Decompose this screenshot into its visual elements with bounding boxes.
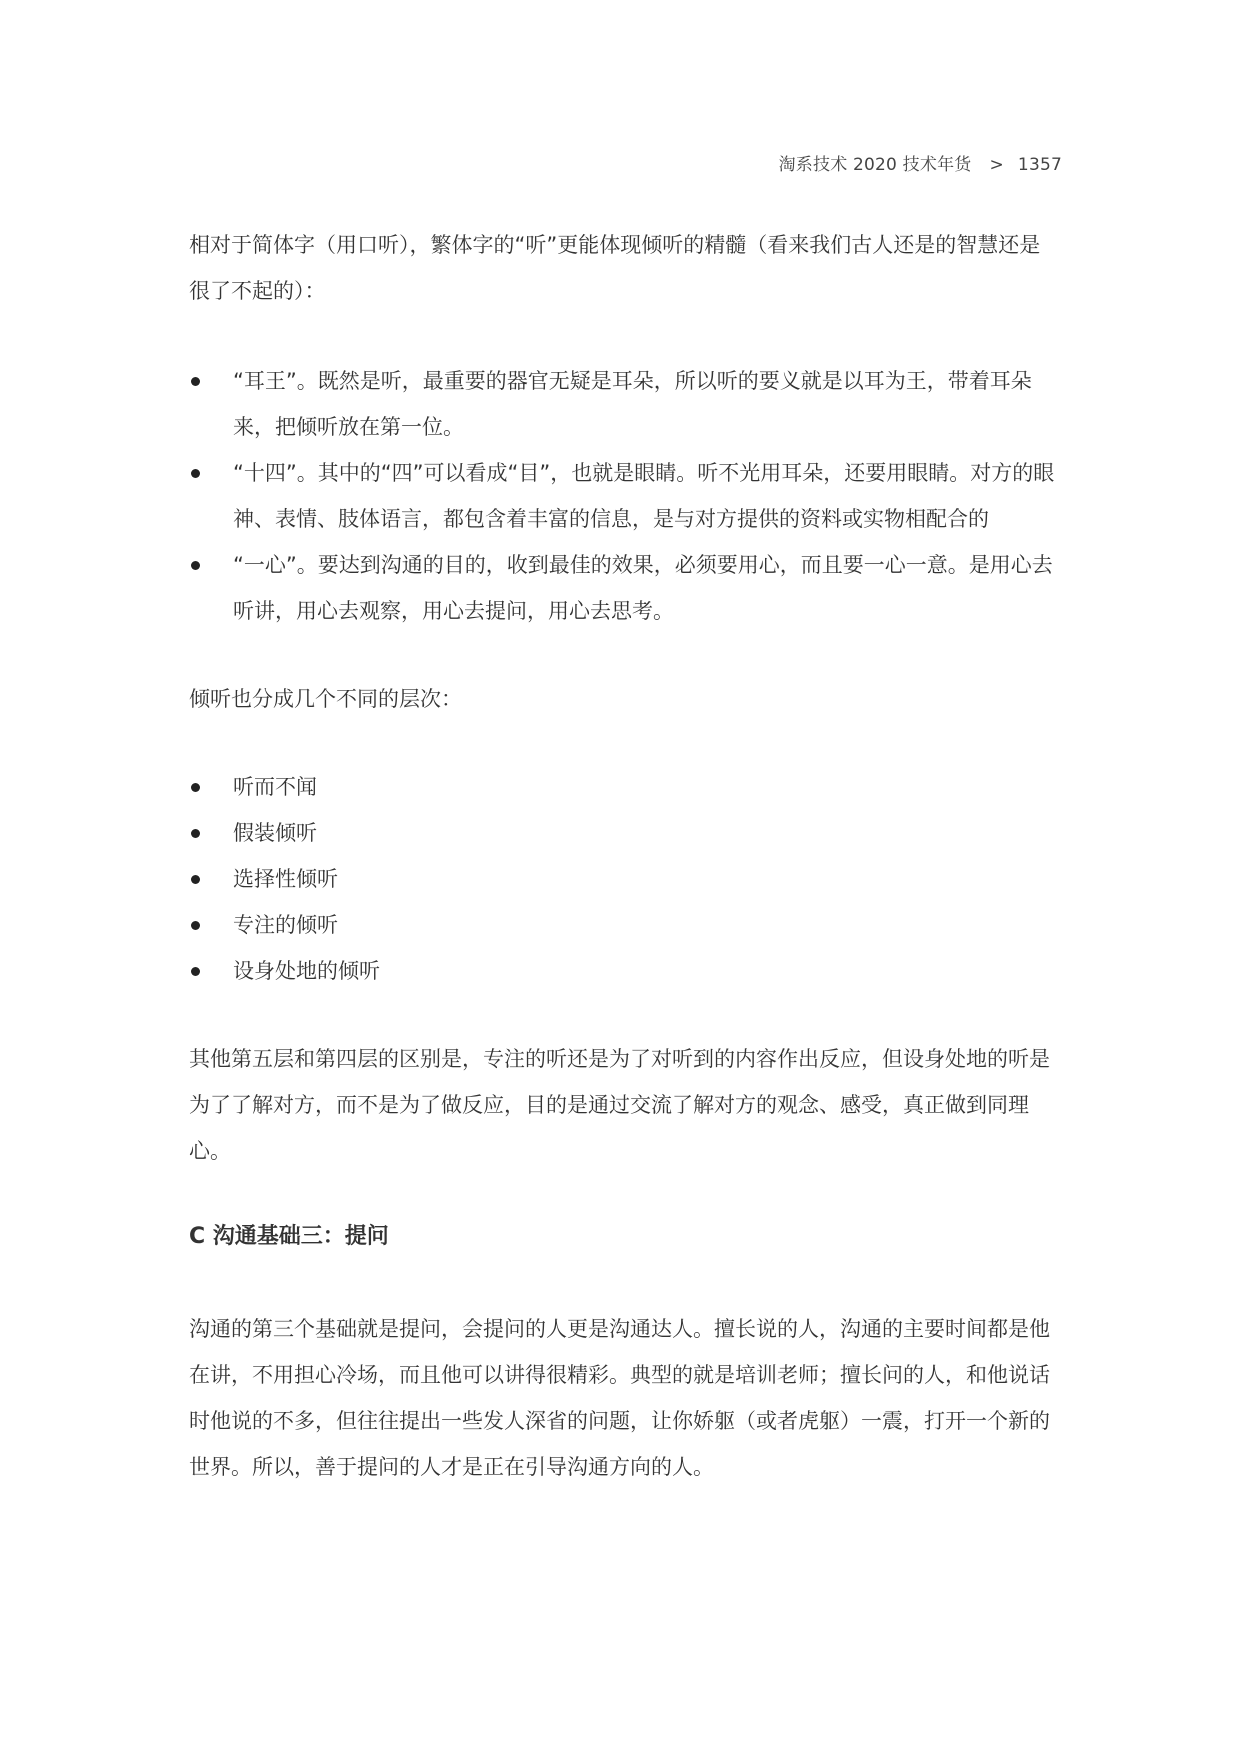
list-item-text: 选择性倾听 bbox=[233, 867, 338, 891]
list-item-text: “十四”。其中的“四”可以看成“目”，也就是眼睛。听不光用耳朵，还要用眼睛。对方的眼神、表情、肢体语言，都包含着丰富的信息，是与对方提供的资料或实物相配合的 bbox=[233, 461, 1055, 531]
list-item bbox=[189, 902, 1061, 948]
list-item-text: “耳王”。既然是听，最重要的器官无疑是耳朵，所以听的要义就是以耳为王，带着耳朵来，把倾听放在第一位。 bbox=[233, 369, 1032, 439]
book-title: 淘系技术 2020 技术年货 bbox=[778, 155, 972, 175]
header-separator: > bbox=[989, 155, 1004, 175]
running-header bbox=[779, 150, 1062, 175]
character-parts-list bbox=[189, 358, 1061, 634]
list-item-text: “一心”。要达到沟通的目的，收到最佳的效果，必须要用心，而且要一心一意。是用心去听讲，用心去观察，用心去提问，用心去思考。 bbox=[233, 553, 1053, 623]
levels-intro-paragraph: 倾听也分成几个不同的层次： bbox=[189, 687, 462, 711]
list-item bbox=[189, 764, 1061, 810]
page-number: 1357 bbox=[1017, 155, 1062, 175]
list-item-text: 设身处地的倾听 bbox=[233, 959, 380, 983]
questioning-paragraph: 沟通的第三个基础就是提问，会提问的人更是沟通达人。擅长说的人，沟通的主要时间都是他在讲，不用担心冷场，而且他可以讲得很精彩。典型的就是培训老师；擅长问的人，和他说话时他说的不多，但往往提出一些发人深省的问题，让你娇躯（或者虎躯）一震，打开一个新的世界。所以，善于提问的人才是正在引导沟通方向的人。 bbox=[189, 1317, 1050, 1479]
bullet-icon bbox=[191, 875, 200, 884]
list-item-text: 假装倾听 bbox=[233, 821, 317, 845]
listening-levels-list bbox=[189, 764, 1061, 994]
bullet-icon bbox=[191, 967, 200, 976]
bullet-icon bbox=[191, 561, 200, 570]
bullet-icon bbox=[191, 921, 200, 930]
list-item bbox=[189, 948, 1061, 994]
section-heading: C 沟通基础三：提问 bbox=[189, 1224, 389, 1249]
list-item-text: 专注的倾听 bbox=[233, 913, 338, 937]
bullet-icon bbox=[191, 829, 200, 838]
bullet-icon bbox=[191, 377, 200, 386]
list-item bbox=[189, 856, 1061, 902]
bullet-icon bbox=[191, 783, 200, 792]
intro-paragraph: 相对于简体字（用口听），繁体字的“听”更能体现倾听的精髓（看来我们古人还是的智慧还是很了不起的）： bbox=[189, 233, 1041, 303]
list-item bbox=[189, 542, 1061, 634]
page-content bbox=[189, 222, 1061, 1490]
bullet-icon bbox=[191, 469, 200, 478]
list-item bbox=[189, 450, 1061, 542]
list-item bbox=[189, 810, 1061, 856]
list-item bbox=[189, 358, 1061, 450]
list-item-text: 听而不闻 bbox=[233, 775, 317, 799]
levels-note-paragraph: 其他第五层和第四层的区别是，专注的听还是为了对听到的内容作出反应，但设身处地的听是为了了解对方，而不是为了做反应，目的是通过交流了解对方的观念、感受，真正做到同理心。 bbox=[189, 1047, 1050, 1163]
